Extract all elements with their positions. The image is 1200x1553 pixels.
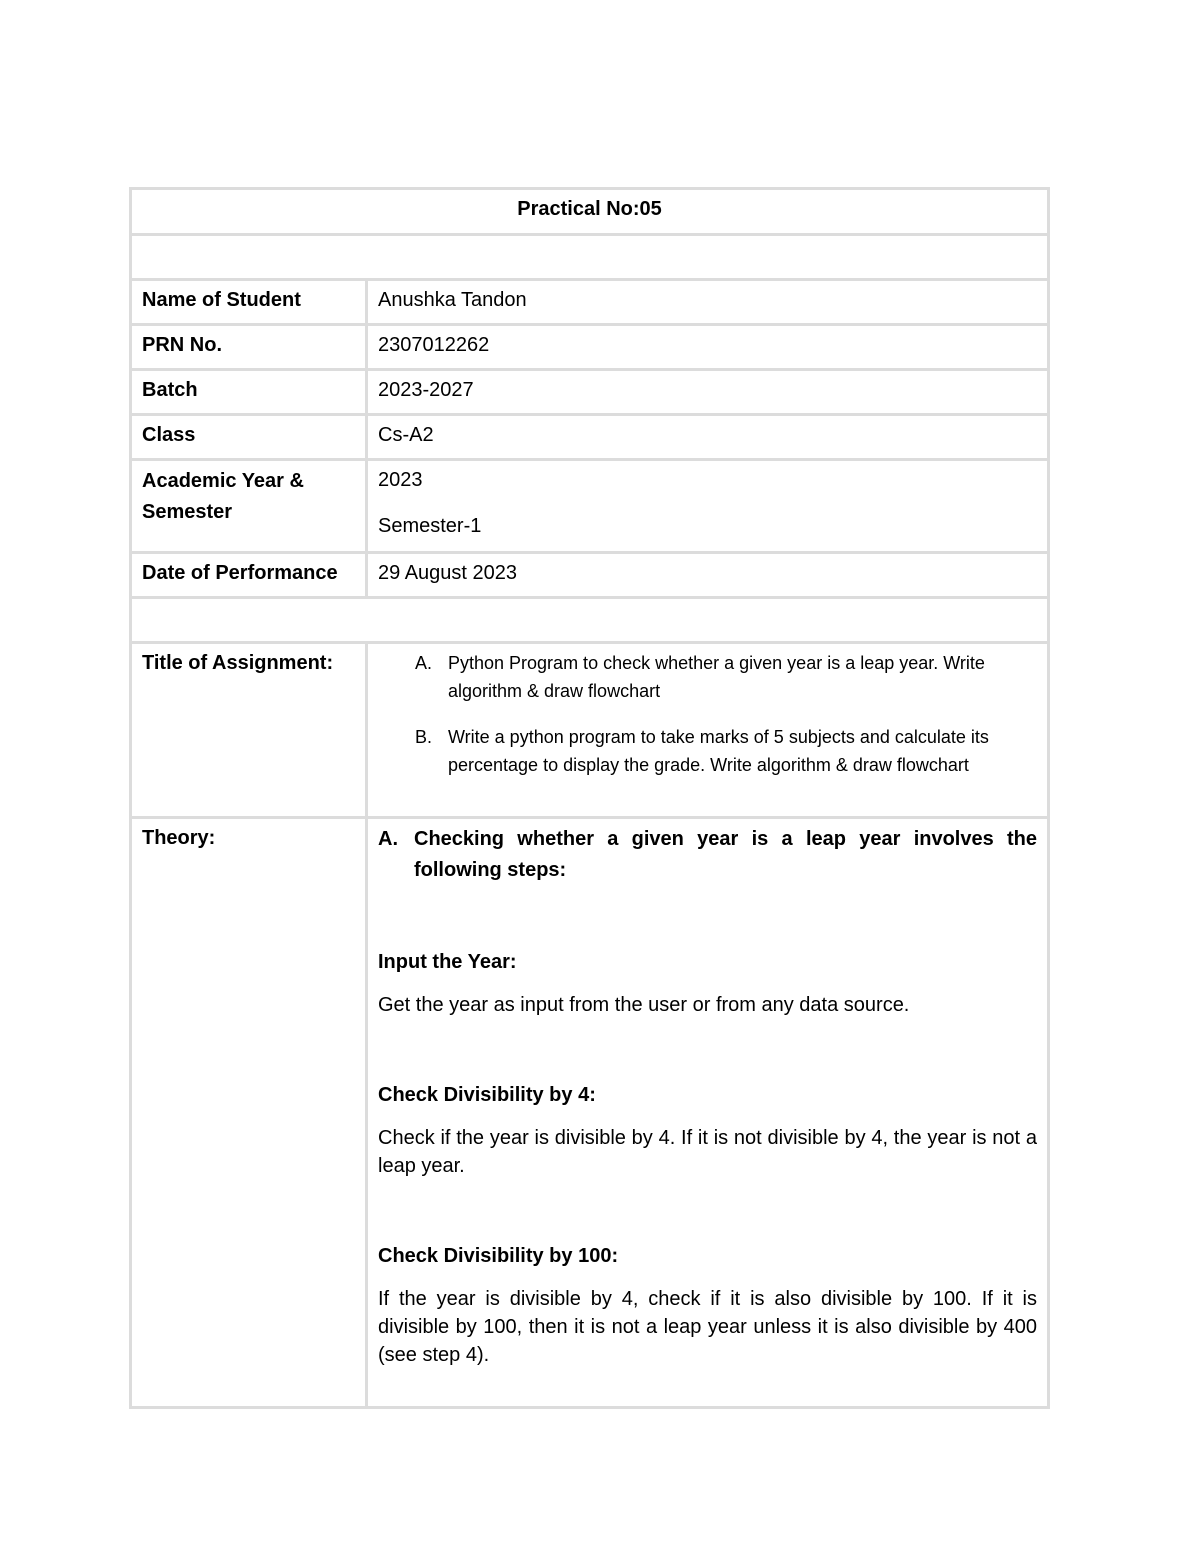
assignment-b-text: Write a python program to take marks of 5 subjects and calculate its percentage to display the grade. Write algorithm & draw flowchart [448,727,989,775]
table-row [131,325,1049,370]
step-text: Check if the year is divisible by 4. If it is not divisible by 4, the year is not a leap year. [378,1127,1038,1177]
prn-value: 2307012262 [367,325,1049,370]
row-label-assignment: Title of Assignment: [131,643,367,818]
row-label-class: Class [131,415,367,460]
list-marker: B. [414,727,432,747]
assignment-list [378,649,1037,779]
row-label-batch: Batch [131,370,367,415]
practical-info-table [129,187,1050,1409]
table-row [131,415,1049,460]
table-row [131,553,1049,598]
assignment-row [131,643,1049,818]
row-label-prn: PRN No. [131,325,367,370]
practical-title: Practical No:05 [131,189,1049,235]
list-item [378,723,1037,779]
empty-cell [131,235,1049,280]
row-label-name: Name of Student [131,280,367,325]
theory-cell [367,818,1049,1408]
step-heading: Check Divisibility by 100: [378,1245,619,1267]
table-row [131,280,1049,325]
academic-year-value: 2023 [378,469,423,491]
step-heading: Check Divisibility by 4: [378,1084,596,1106]
step-text: If the year is divisible by 4, check if it is also divisible by 100. If it is divisible by 100, then it is not a leap year unless it is also divisible by 400 (see step 4). [378,1288,1038,1366]
empty-row [131,235,1049,280]
empty-row [131,598,1049,643]
step-text: Get the year as input from the user or from any data source. [378,994,910,1016]
list-item [378,649,1037,705]
class-value: Cs-A2 [367,415,1049,460]
row-label-academic-year: Academic Year & Semester [131,460,367,553]
list-marker: A. [414,653,432,673]
student-name-value: Anushka Tandon [367,280,1049,325]
row-label-theory: Theory: [131,818,367,1408]
table-row [131,370,1049,415]
theory-intro [378,824,1037,886]
row-label-date: Date of Performance [131,553,367,598]
date-value: 29 August 2023 [367,553,1049,598]
title-row [131,189,1049,235]
semester-value: Semester-1 [378,515,482,537]
list-marker: A. [378,828,398,850]
academic-year-cell [367,460,1049,553]
theory-intro-text: Checking whether a given year is a leap year involves the following steps: [414,828,1038,881]
step-heading: Input the Year: [378,951,517,973]
theory-row [131,818,1049,1408]
table-row [131,460,1049,553]
assignment-a-text: Python Program to check whether a given year is a leap year. Write algorithm & draw flowchart [448,653,985,701]
assignment-cell [367,643,1049,818]
empty-cell [131,598,1049,643]
batch-value: 2023-2027 [367,370,1049,415]
